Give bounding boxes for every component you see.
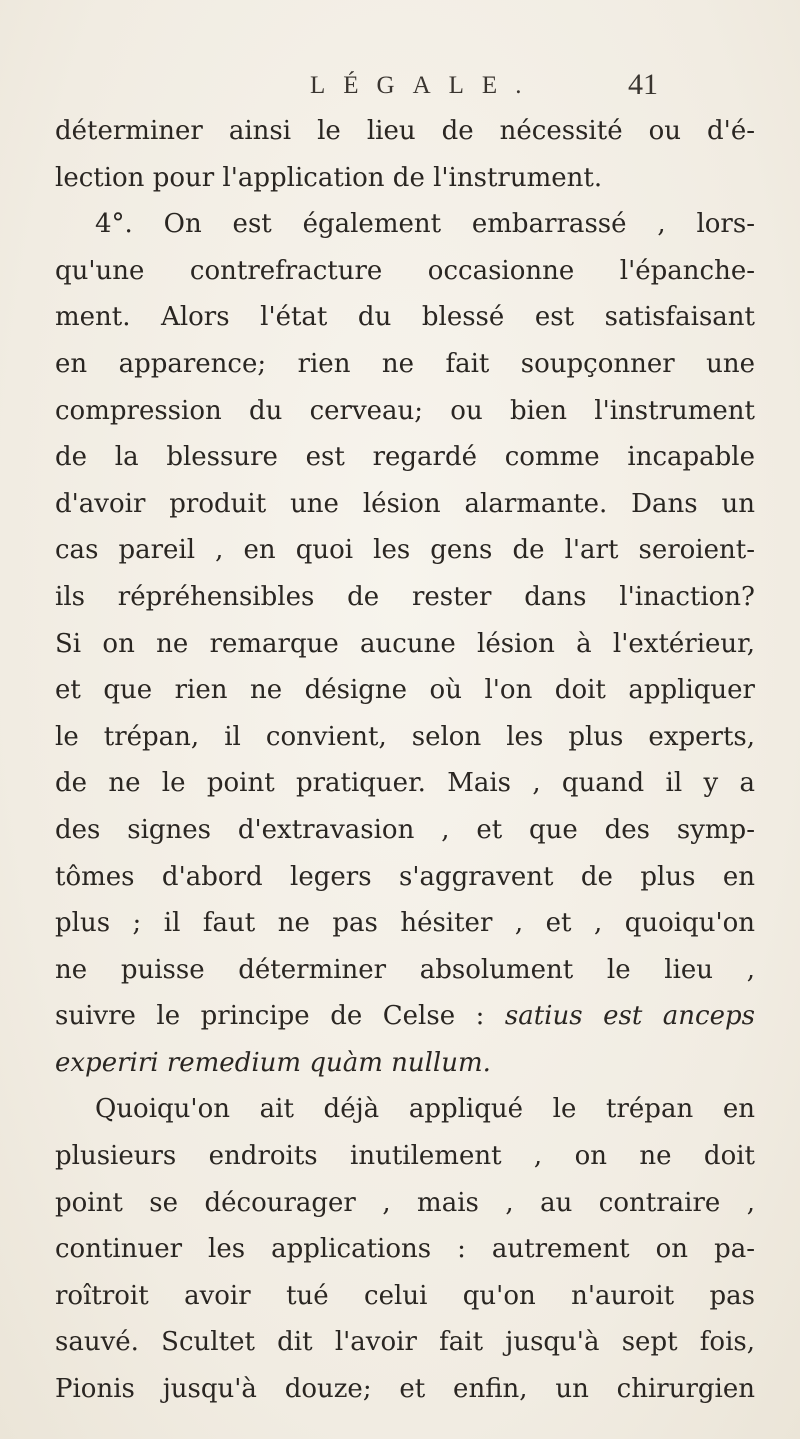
- text-line: en apparence; rien ne fait soupçonner une: [55, 348, 755, 379]
- text-line: plusieurs endroits inutilement , on ne doit: [55, 1141, 755, 1172]
- text-line: roîtroit avoir tué celui qu'on n'auroit pas: [55, 1280, 755, 1311]
- text-line: d'avoir produit une lésion alarmante. Dans un: [55, 488, 755, 519]
- text-line: de ne le point pratiquer. Mais , quand il y a: [55, 768, 755, 799]
- text-line: compression du cerveau; ou bien l'instrument: [55, 395, 755, 426]
- text-line: lection pour l'application de l'instrument.: [55, 162, 603, 193]
- text-line: ment. Alors l'état du blessé est satisfaisant: [55, 302, 755, 333]
- text-line: 4°. On est également embarrassé , lors-: [95, 209, 755, 240]
- text-line: Si on ne remarque aucune lésion à l'extérieur,: [55, 628, 755, 659]
- running-head: LÉGALE.: [310, 72, 540, 99]
- text-line: des signes d'extravasion , et que des symp-: [55, 814, 755, 845]
- text-line: Quoiqu'on ait déjà appliqué le trépan en: [95, 1094, 755, 1125]
- celse-quote-part-1: satius est anceps: [504, 1001, 755, 1032]
- celse-prefix: suivre le principe de Celse :: [55, 1001, 505, 1032]
- text-line: tômes d'abord legers s'aggravent de plus en: [55, 861, 755, 892]
- text-line: Pionis jusqu'à douze; et enfin, un chirurgien: [55, 1374, 755, 1405]
- text-line: et que rien ne désigne où l'on doit appliquer: [55, 675, 755, 706]
- text-line: de la blessure est regardé comme incapable: [55, 442, 755, 473]
- text-line: continuer les applications : autrement on pa-: [55, 1234, 755, 1265]
- page-header: [0, 68, 800, 106]
- text-line: point se décourager , mais , au contraire ,: [55, 1187, 755, 1218]
- text-line: qu'une contrefracture occasionne l'épanche-: [55, 255, 755, 286]
- text-line: ne puisse déterminer absolument le lieu ,: [55, 954, 755, 985]
- body-text: [55, 108, 755, 1413]
- text-line-celse: [55, 993, 755, 1040]
- text-line: le trépan, il convient, selon les plus experts,: [55, 721, 755, 752]
- page-number: 41: [628, 68, 658, 101]
- text-line: sauvé. Scultet dit l'avoir fait jusqu'à sept fois,: [55, 1327, 755, 1358]
- text-line: déterminer ainsi le lieu de nécessité ou d'é-: [55, 116, 755, 146]
- text-line-quote: experiri remedium quàm nullum.: [55, 1047, 491, 1078]
- text-line: plus ; il faut ne pas hésiter , et , quoiqu'on: [55, 908, 755, 939]
- text-line: ils répréhensibles de rester dans l'inaction?: [55, 581, 755, 612]
- text-line: cas pareil , en quoi les gens de l'art seroient-: [55, 535, 755, 566]
